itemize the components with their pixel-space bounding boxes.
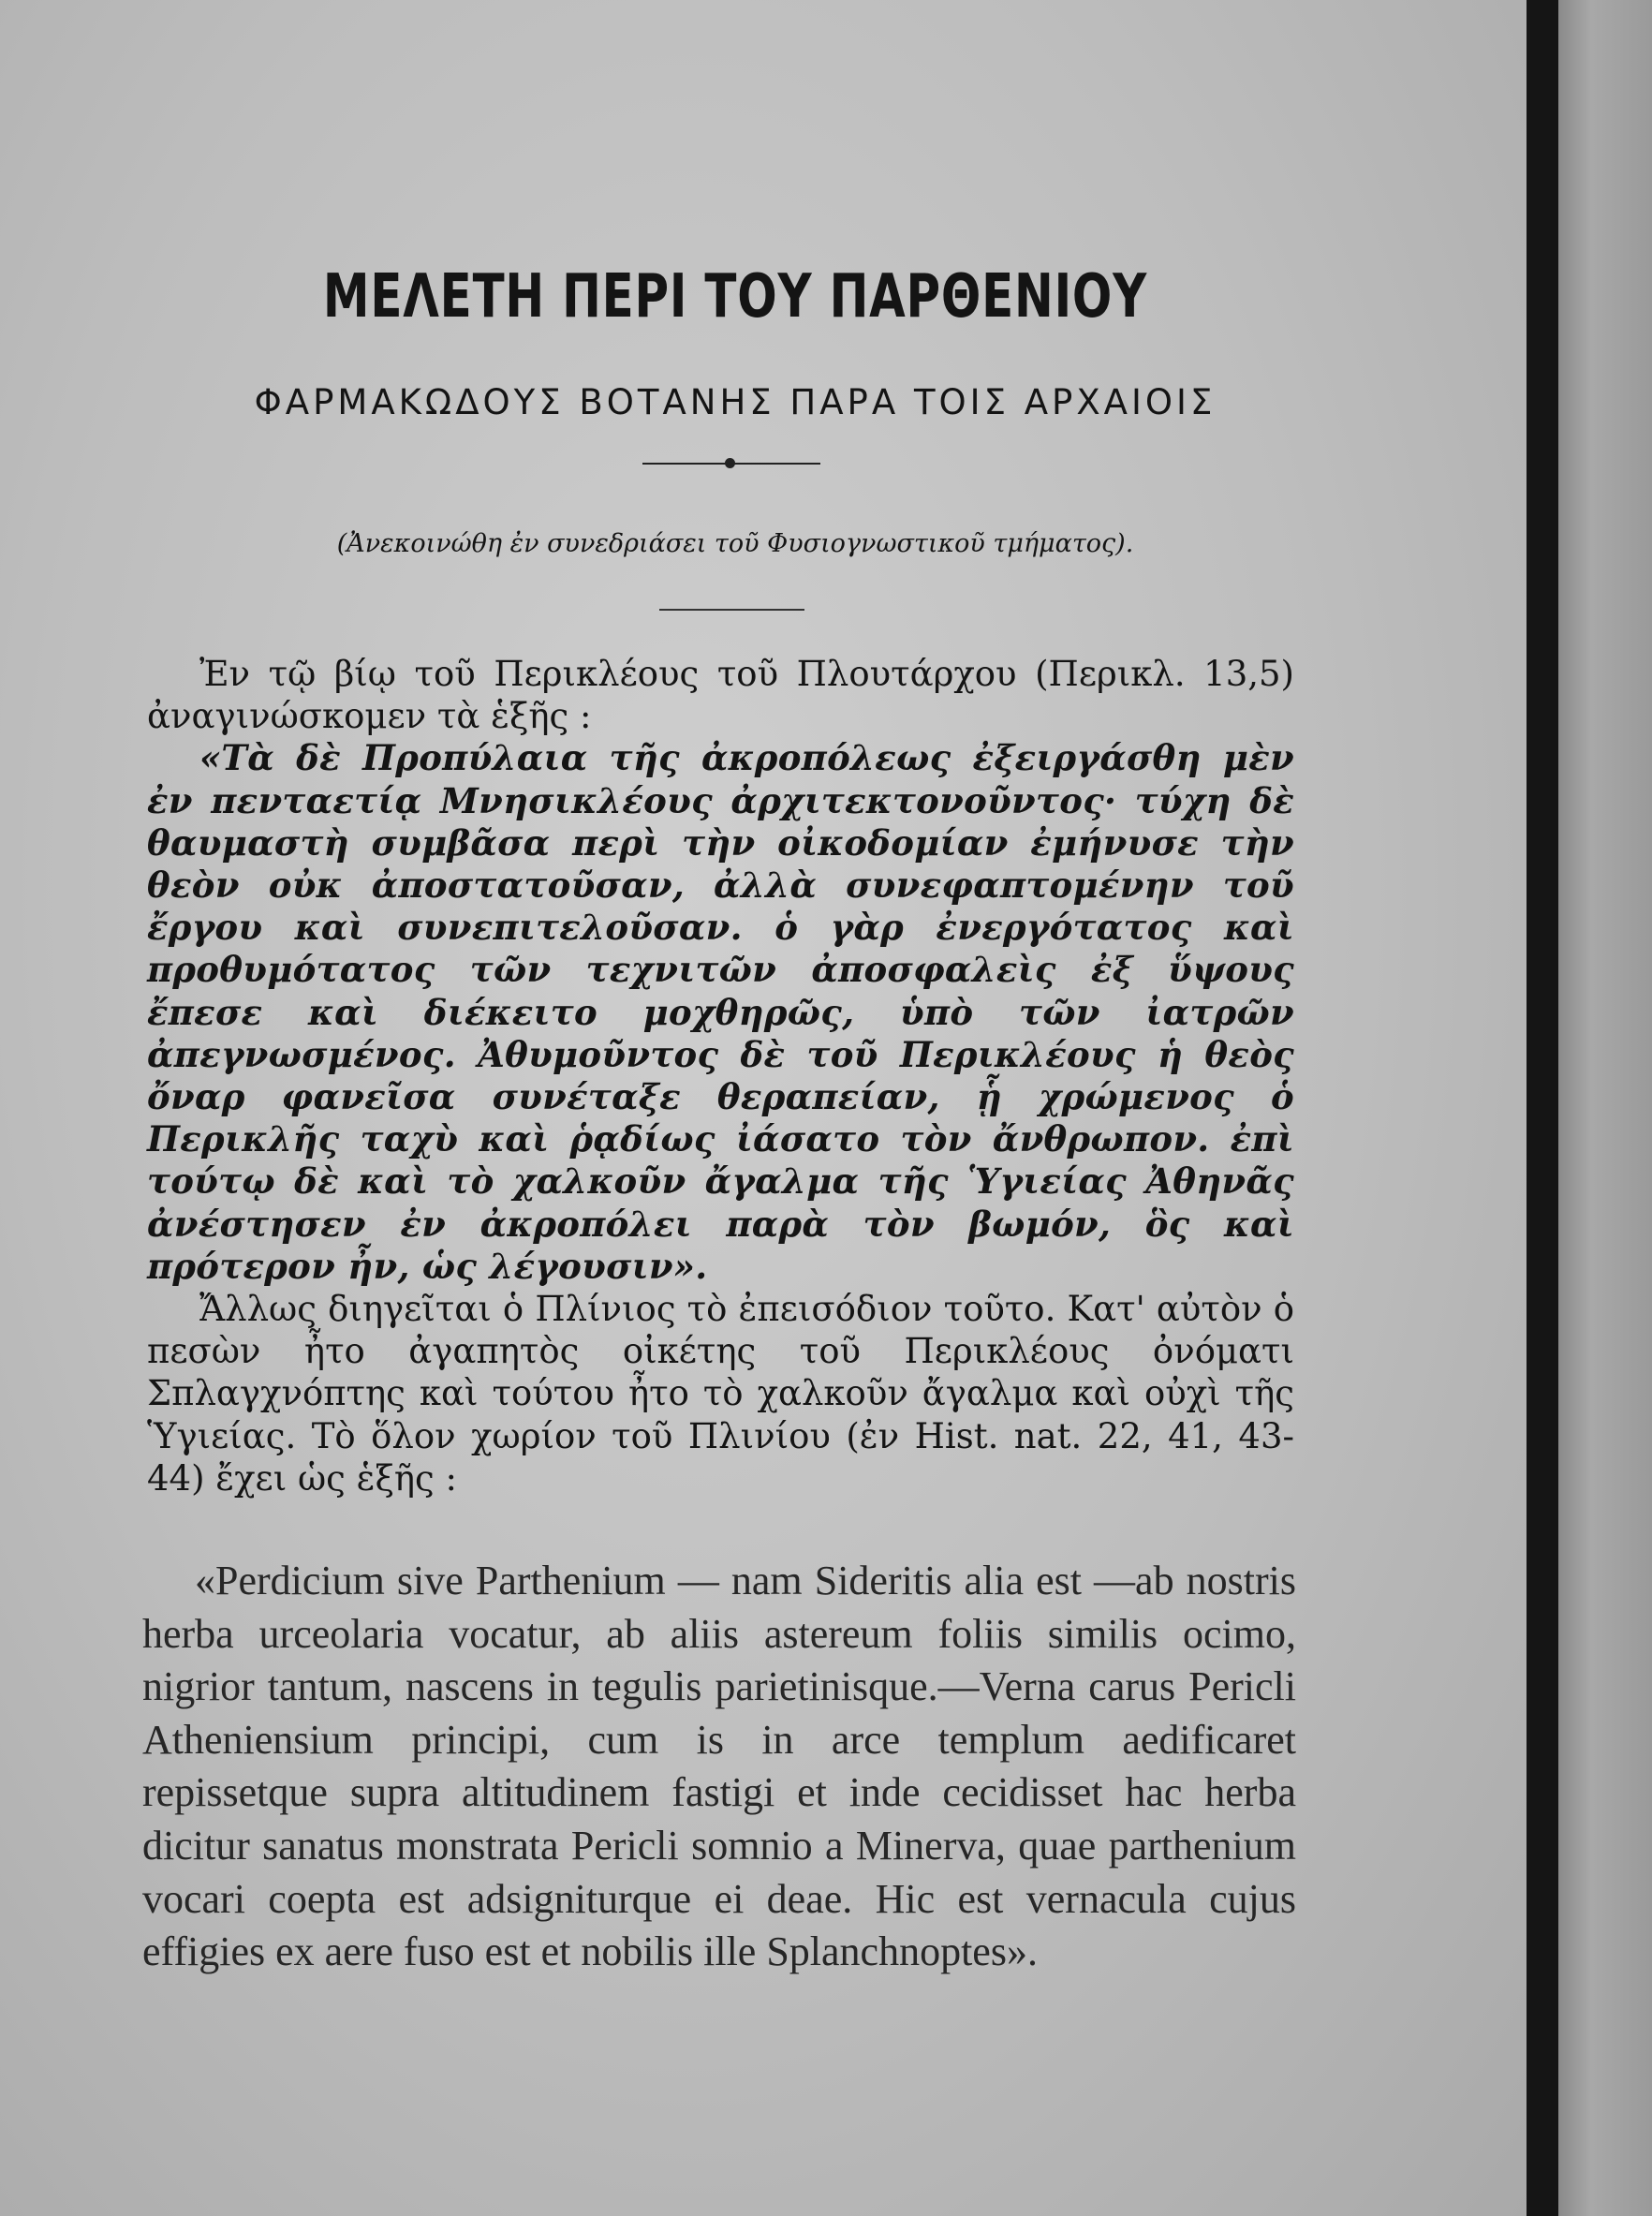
- book-binding-shadow: [1527, 0, 1558, 2216]
- paragraph-pliny-intro: Ἄλλως διηγεῖται ὁ Πλίνιος τὸ ἐπεισόδιον τοῦτο. Κατ' αὐτὸν ὁ πεσὼν ἦτο ἀγαπητὸς οἰκέτης τοῦ Περικλέους ὀνόματι Σπλαγχνόπτης καὶ τούτου ἦτο τὸ χαλκοῦν ἄγαλμα καὶ οὐχὶ τῆς Ὑγιείας. Τὸ ὅλον χωρίον τοῦ Πλινίου (ἐν Hist. nat. 22, 41, 43-44) ἔχει ὡς ἑξῆς :: [147, 1289, 1294, 1499]
- page-edge: [1558, 0, 1652, 2216]
- ornamental-divider: [642, 463, 820, 465]
- divider-rule: [659, 609, 804, 611]
- page-title: ΜΕΛΕΤΗ ΠΕΡΙ ΤΟΥ ΠΑΡΘΕΝΙΟΥ: [322, 262, 1148, 332]
- page-subtitle: ΦΑΡΜΑΚΩΔΟΥΣ ΒΟΤΑΝΗΣ ΠΑΡΑ ΤΟΙΣ ΑΡΧΑΙΟΙΣ: [254, 382, 1217, 422]
- paragraph-plutarch-quote: «Τὰ δὲ Προπύλαια τῆς ἀκροπόλεως ἐξειργάσθη μὲν ἐν πενταετίᾳ Μνησικλέους ἀρχιτεκτονοῦντος· τύχη δὲ θαυμαστὴ συμβᾶσα περὶ τὴν οἰκοδομίαν ἐμήνυσε τὴν θεὸν οὐκ ἀποστατοῦσαν, ἀλλὰ συνεφαπτομένην τοῦ ἔργου καὶ συνεπιτελοῦσαν. ὁ γὰρ ἐνεργότατος καὶ προθυμότατος τῶν τεχνιτῶν ἀποσφαλεὶς ἐξ ὕψους ἔπεσε καὶ διέκειτο μοχθηρῶς, ὑπὸ τῶν ἰατρῶν ἀπεγνωσμένος. Ἀθυμοῦντος δὲ τοῦ Περικλέους ἡ θεὸς ὄναρ φανεῖσα συνέταξε θεραπείαν, ᾗ χρώμενος ὁ Περικλῆς ταχὺ καὶ ῥᾳδίως ἰάσατο τὸν ἄνθρωπον. ἐπὶ τούτῳ δὲ καὶ τὸ χαλκοῦν ἄγαλμα τῆς Ὑγιείας Ἀθηνᾶς ἀνέστησεν ἐν ἀκροπόλει παρὰ τὸν βωμόν, ὃς καὶ πρότερον ἦν, ὡς λέγουσιν».: [147, 737, 1294, 1287]
- greek-body-text: [147, 653, 1294, 1499]
- latin-body-text: [142, 1555, 1296, 1979]
- publication-note: (Ἀνεκοινώθη ἐν συνεδριάσει τοῦ Φυσιογνωστικοῦ τμήματος).: [336, 529, 1134, 558]
- paragraph-intro: Ἐν τῷ βίῳ τοῦ Περικλέους τοῦ Πλουτάρχου (Περικλ. 13,5) ἀναγινώσκομεν τὰ ἑξῆς :: [147, 654, 1294, 737]
- paragraph-pliny-quote: «Perdicium sive Parthenium — nam Sideritis alia est —ab nostris herba urceolaria vocatur, ab aliis astereum foliis similis ocimo, nigrior tantum, nascens in tegulis parietinisque.—Verna carus Pericli Atheniensium principi, cum is in arce templum aedificaret repissetque supra altitudinem fastigi et inde cecidisset hac herba dicitur sanatus monstrata Pericli somnio a Minerva, quae parthenium vocari coepta est adsigniturque ei deae. Hic est vernacula cujus effigies ex aere fuso est et nobilis ille Splanchnoptes».: [142, 1558, 1296, 1975]
